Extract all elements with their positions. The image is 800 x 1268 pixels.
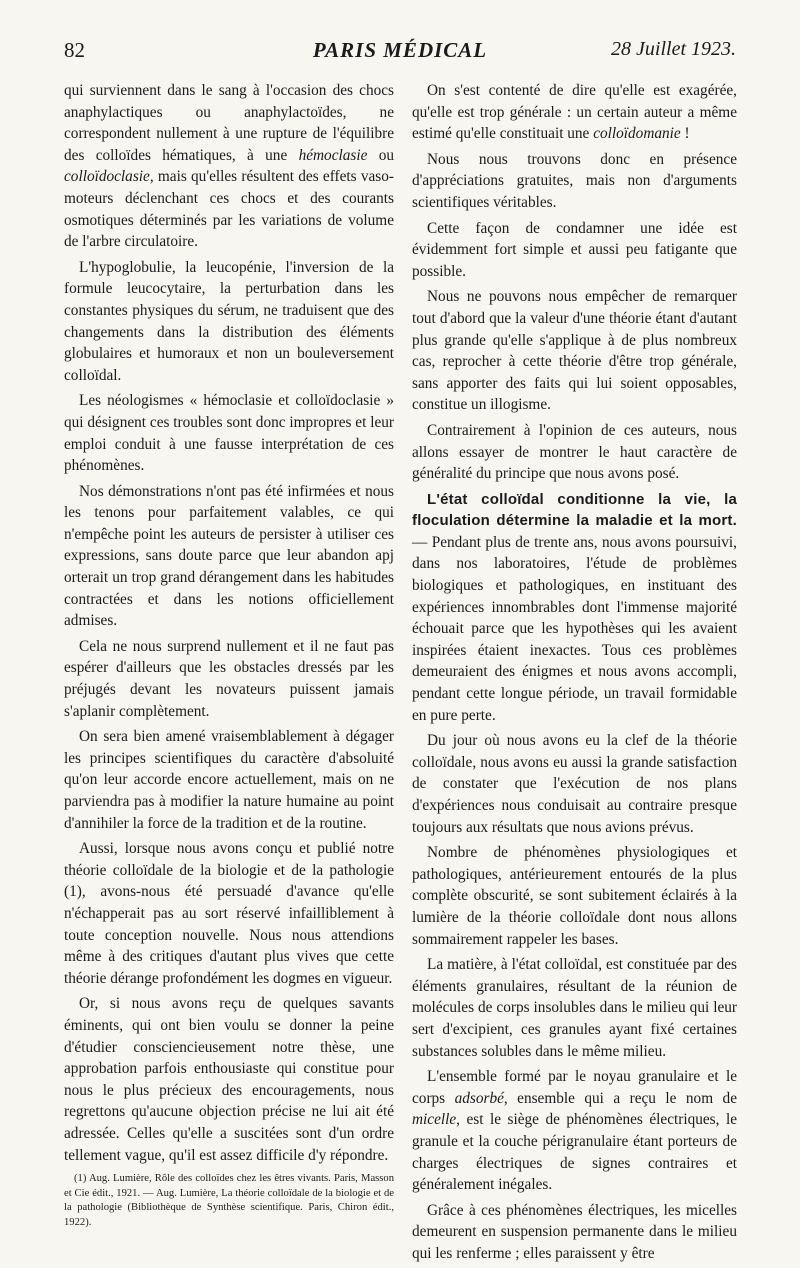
section-paragraph: L'état colloïdal conditionne la vie, la floculation détermine la maladie et la mort. — Pendant plus de trente ans, nous avons poursuivi, dans nos laboratoires, l'étude de problèmes biologiques et pathologiques, en instituant des expériences innombrables dont l'immense majorité échouait parce que les hypothèses qui les avaient inspirées étaient inexactes. Tous ces problèmes demeuraient des énigmes et nous avons accompli, pendant cette longue période, un travail formidable en pure perte.: [412, 490, 737, 724]
paragraph: Grâce à ces phénomènes électriques, les micelles demeurent en suspension permanente dans le milieu qui les renferme ; elles paraissent y être: [412, 1201, 737, 1262]
left-column: [64, 80, 394, 1230]
paragraph: On s'est contenté de dire qu'elle est exagérée, qu'elle est trop générale : un certain auteur a même estimé qu'elle constituait une colloïdomanie !: [412, 82, 737, 143]
paragraph: L'hypoglobulie, la leucopénie, l'inversion de la formule leucocytaire, la perturbation dans les constantes physiques du sérum, ne traduisent que des changements dans la distribution des éléments globulaires et humoraux et non un bouleversement colloïdal.: [64, 258, 394, 384]
paragraph: On sera bien amené vraisemblablement à dégager les principes scientifiques du caractère d'absoluité qu'on leur accorde encore actuellement, mais on ne parviendra pas à modifier la nature humaine au point d'annihiler la force de la tradition et de la routine.: [64, 728, 394, 832]
paragraph: Nos démonstrations n'ont pas été infirmées et nous les tenons pour parfaitement valables, ce qui n'empêche point les auteurs de persister à utiliser ces expressions, sans doute parce que leur abandon apj orterait un trop grand dérangement dans les habitudes contractées et dans les notions officiellement admises.: [64, 482, 394, 630]
page-number: 82: [64, 38, 85, 62]
section-heading: L'état colloïdal conditionne la vie, la floculation détermine la maladie et la mort.: [412, 490, 737, 530]
paragraph: Les néologismes « hémoclasie et colloïdoclasie » qui désignent ces troubles sont donc impropres et leur emploi conduit à une fausse interprétation de ces phénomènes.: [64, 392, 394, 475]
paragraph: La matière, à l'état colloïdal, est constituée par des éléments granulaires, résultant de la réunion de molécules de corps insolubles dans le milieu qui leur sert d'excipient, ces granules ayant fixé certaines substances solubles dans le même milieu.: [412, 956, 737, 1060]
footnote: [64, 1172, 394, 1230]
paragraph: qui surviennent dans le sang à l'occasion des chocs anaphylactiques ou anaphylactoïdes, ne correspondent nullement à une rupture de l'équilibre des colloïdes hématiques, à une hémoclasie ou colloïdoclasie, mais qu'elles résultent des effets vaso-moteurs déclenchant ces chocs et des courants osmotiques déterminés par les variations de volume de l'arbre circulatoire.: [64, 82, 395, 251]
journal-title: PARIS MÉDICAL: [312, 38, 488, 62]
paragraph: Cela ne nous surprend nullement et il ne faut pas espérer d'ailleurs que les obstacles dressés par les préjugés devant les novateurs puissent jamais s'aplanir complètement.: [64, 637, 394, 720]
paragraph: Du jour où nous avons eu la clef de la théorie colloïdale, nous avons eu aussi la grande satisfaction de constater que l'exécution de nos plans d'expériences nous conduisait au contraire presque toujours aux résultats que nous avions prévus.: [412, 732, 737, 836]
paragraph: Aussi, lorsque nous avons conçu et publié notre théorie colloïdale de la biologie et de la pathologie (1), avons-nous été persuadé d'avance qu'elle n'échapperait pas au sort réservé infailliblement à toute conception nouvelle. Nous nous attendions même à des critiques d'autant plus vives que cette théorie dérange profondément les dogmes en vigueur.: [64, 840, 394, 987]
paragraph: Nous ne pouvons nous empêcher de remarquer tout d'abord que la valeur d'une théorie étant d'autant plus grande qu'elle s'applique à de plus nombreux cas, reprocher à cette théorie d'être trop générale, sans apporter des faits qui lui soient opposables, constitue un illogisme.: [412, 288, 737, 414]
paragraph: L'ensemble formé par le noyau granulaire et le corps adsorbé, ensemble qui a reçu le nom de micelle, est le siège de phénomènes électriques, le granule et la couche périgranulaire étant porteurs de charges électriques de signes contraires et généralement inégales.: [412, 1068, 737, 1194]
paragraph: Cette façon de condamner une idée est évidemment fort simple et aussi peu fatigante que possible.: [412, 219, 737, 280]
right-column: [412, 80, 737, 1268]
paragraph: Nombre de phénomènes physiologiques et pathologiques, antérieurement entourés de la plus complète obscurité, se sont subitement éclairés à la lumière de la théorie colloïdale dont nous allons sommairement rappeler les bases.: [412, 844, 737, 948]
paragraph: Contrairement à l'opinion de ces auteurs, nous allons essayer de montrer le haut caractère de généralité du principe que nous avons posé.: [412, 421, 737, 483]
issue-date: 28 Juillet 1923.: [611, 38, 736, 60]
paragraph: Or, si nous avons reçu de quelques savants éminents, qui ont bien voulu se donner la peine d'étudier consciencieusement notre thèse, une approbation parfois enthousiaste qui constitue pour nous le plus précieux des encouragements, nous regrettons qu'aucune objection précise ne lui ait été adressée. Celles qu'elle a suscitées sont d'un ordre tellement vague, qu'il est assez difficile d'y répondre.: [64, 995, 394, 1164]
footnote-text: (1) Aug. Lumière, Rôle des colloïdes chez les êtres vivants. Paris, Masson et Cie édit., 1921. — Aug. Lumière, La théorie colloïdale de la biologie et de la pathologie (Bibliothèque de Synthèse scientifique. Paris, Chiron édit., 1922).: [64, 1173, 394, 1228]
running-header: [64, 38, 736, 68]
paragraph: Nous nous trouvons donc en présence d'appréciations gratuites, mais non d'arguments scientifiques véritables.: [412, 150, 737, 211]
